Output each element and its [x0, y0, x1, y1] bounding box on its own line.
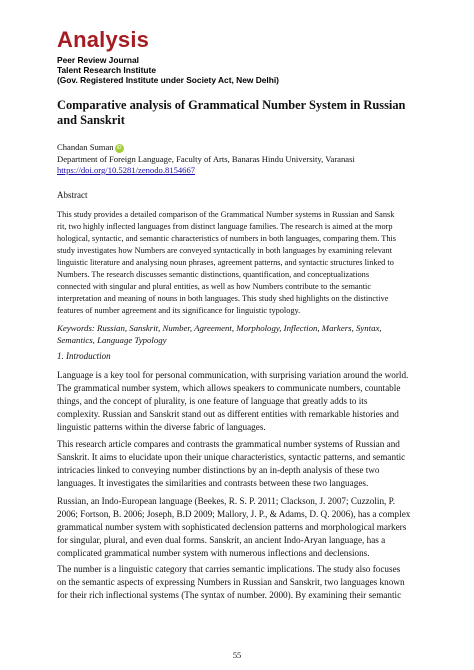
abstract-line: hological, syntactic, and semantic characteristics of numbers in both languages, comparing them. This — [57, 234, 397, 243]
abstract-line: interpretation and meaning of nouns in both languages. This study shed highlights on the distinctive — [57, 294, 389, 303]
body-line: This research article compares and contrasts the grammatical number systems of Russian and — [57, 439, 400, 449]
orcid-icon[interactable]: iD — [115, 144, 124, 153]
author-affiliation: Department of Foreign Language, Faculty of Arts, Banaras Hindu University, Varanasi — [57, 154, 355, 164]
keywords-line: Semantics, Language Typology — [57, 335, 167, 345]
abstract-line: features of number agreement and its significance for linguistic typology. — [57, 306, 301, 315]
abstract-heading: Abstract — [57, 190, 88, 200]
body-line: The grammatical number system, which allows speakers to communicate numbers, countable — [57, 383, 401, 393]
body-line: complicated grammatical number system with numerous inflections and declensions. — [57, 548, 370, 558]
body-line: grammatical number system with sophisticated declension patterns and morphological markers — [57, 522, 407, 532]
journal-subtitle-registration: (Gov. Registered Institute under Society Act, New Delhi) — [57, 75, 279, 85]
abstract-line: Numbers. The research discusses semantic distinctions, quantification, and conceptualizations — [57, 270, 370, 279]
abstract-line: connected with singular and plural entities, as well as how Numbers contribute to the semantic — [57, 282, 372, 291]
body-line: complexity. Russian and Sanskrit stand out as different entities with remarkable histories and — [57, 409, 399, 419]
body-line: on the semantic aspects of expressing Numbers in Russian and Sanskrit, two languages known — [57, 577, 405, 587]
article-title: Comparative analysis of Grammatical Number System in Russian and Sanskrit — [57, 98, 406, 127]
body-line: Russian, an Indo-European language (Beekes, R. S. P. 2011; Clackson, J. 2007; Cuzzolin, P. — [57, 496, 396, 506]
body-line: 2006; Fortson, B. 2006; Joseph, B.D 2009; Mallory, J. P., & Adams, D. Q. 2006), has a complex — [57, 509, 411, 519]
page-number: 55 — [232, 651, 242, 660]
body-line: Sanskrit. It aims to elucidate upon their unique characteristics, syntactic patterns, and semantic — [57, 452, 406, 462]
body-line: Language is a key tool for personal communication, with surprising variation around the world. — [57, 370, 409, 380]
author-line — [57, 142, 124, 153]
abstract-line: This study provides a detailed comparison of the Grammatical Number systems in Russian and Sansk — [57, 210, 395, 219]
abstract-line: rit, two highly inflected languages from distinct language families. The research is aimed at the morp — [57, 222, 393, 231]
author-name[interactable]: Chandan Suman — [57, 142, 114, 152]
body-line: The number is a linguistic category that carries semantic implications. The study also focuses — [57, 564, 401, 574]
body-line: linguistic patterns within the diverse fabric of languages. — [57, 422, 266, 432]
journal-subtitle-peer-review: Peer Review Journal — [57, 55, 139, 65]
body-line: things, and the concept of plurality, is one feature of language that greatly adds to its — [57, 396, 368, 406]
abstract-line: study investigates how Numbers are conveyed syntactically in both languages by examining relevant — [57, 246, 393, 255]
body-line: for their rich inflectional systems (The syntax of number. 2000). By examining their semantic — [57, 590, 402, 600]
keywords-line: Keywords: Russian, Sanskrit, Number, Agreement, Morphology, Inflection, Markers, Syntax, — [57, 323, 382, 333]
body-line: intricacies linked to conveying number distinctions by an in-depth analysis of these two — [57, 465, 380, 475]
doi-link[interactable]: https://doi.org/10.5281/zenodo.8154667 — [57, 165, 196, 175]
journal-logo: Analysis — [57, 27, 150, 52]
body-line: languages. It investigates the similarities and contrasts between these two languages. — [57, 478, 369, 488]
journal-subtitle-institute: Talent Research Institute — [57, 65, 156, 75]
body-line: for singular, plural, and even dual forms. Sanskrit, an ancient Indo-Aryan language, has a — [57, 535, 386, 545]
section-heading-introduction: 1. Introduction — [57, 351, 111, 361]
abstract-line: linguistic literature and analysing noun phrases, agreement patterns, and syntactic structures linked to — [57, 258, 394, 267]
